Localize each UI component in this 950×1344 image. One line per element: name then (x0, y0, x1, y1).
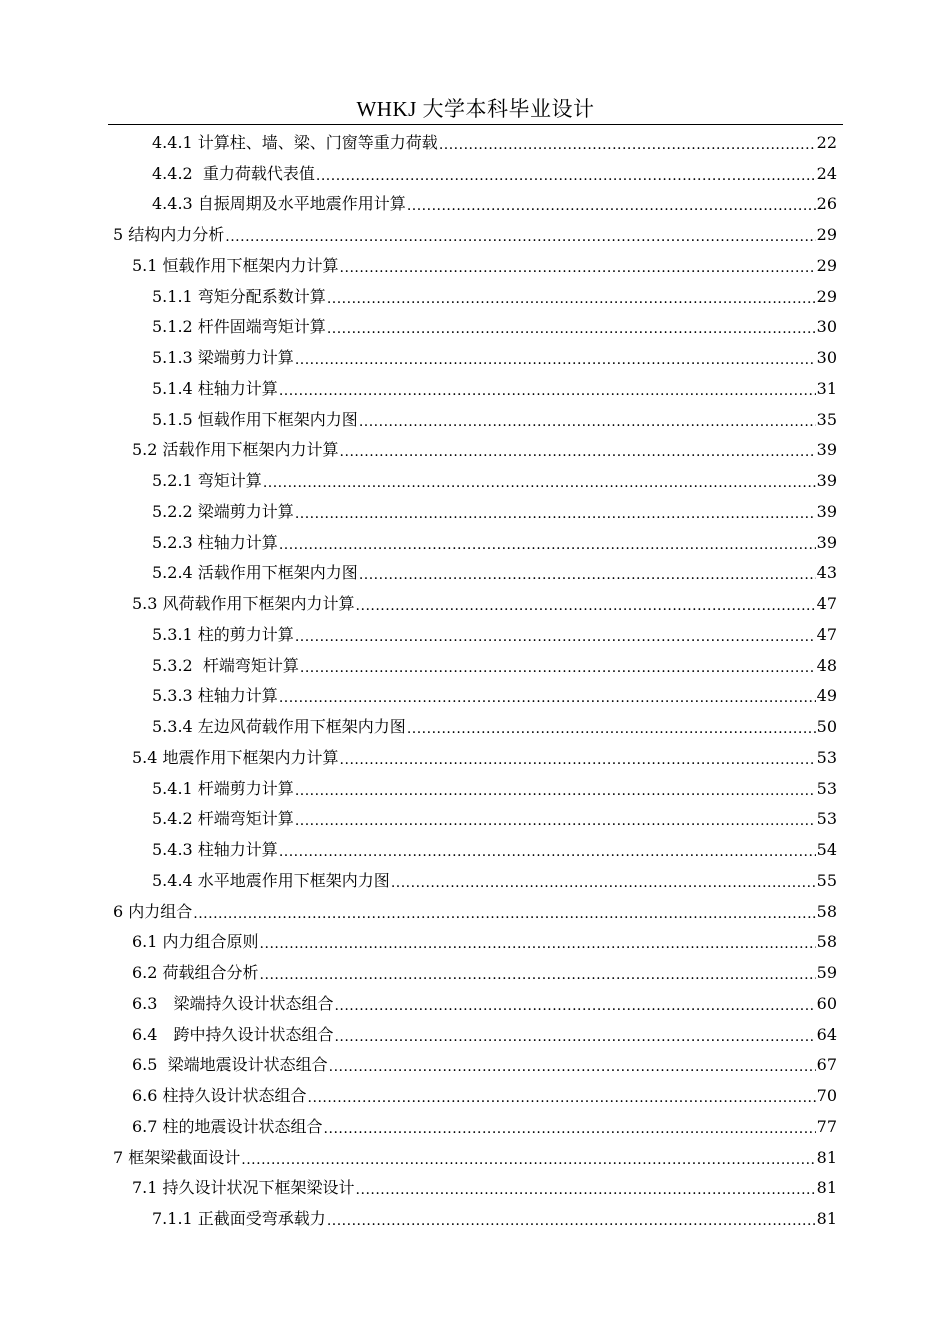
toc-dot-leader (340, 260, 816, 276)
toc-entry[interactable] (132, 1171, 837, 1202)
toc-entry-label: 4.4.3 自振周期及水平地震作用计算 (152, 194, 406, 214)
toc-entry-page-number: 54 (816, 840, 837, 859)
toc-dot-leader (295, 506, 816, 522)
toc-entry[interactable] (152, 863, 837, 894)
toc-entry-page-number: 59 (816, 963, 837, 982)
toc-entry-page-number: 49 (816, 686, 837, 706)
toc-dot-leader (324, 1121, 816, 1137)
toc-entry-label: 6.6 柱持久设计状态组合 (132, 1086, 307, 1105)
toc-entry-page-number: 31 (816, 378, 837, 398)
toc-entry-label: 5.1.4 柱轴力计算 (152, 378, 278, 398)
toc-entry-label: 4.4.2 重力荷载代表值 (152, 163, 315, 183)
toc-entry-page-number: 50 (816, 717, 837, 736)
toc-dot-leader (340, 752, 816, 768)
toc-dot-leader (439, 137, 816, 153)
toc-entry[interactable] (152, 679, 837, 710)
toc-entry-page-number: 35 (816, 409, 837, 429)
toc-entry-page-number: 39 (816, 471, 837, 490)
toc-dot-leader (340, 444, 816, 460)
toc-entry-page-number: 53 (816, 747, 837, 767)
toc-entry-label: 5.1.1 弯矩分配系数计算 (152, 286, 326, 306)
toc-dot-leader (359, 414, 816, 430)
toc-entry-label: 5.3.2 杆端弯矩计算 (152, 655, 299, 675)
toc-dot-leader (279, 844, 816, 860)
toc-dot-leader (316, 168, 816, 184)
toc-dot-leader (295, 629, 816, 645)
toc-entry-label: 6.7 柱的地震设计状态组合 (132, 1116, 323, 1136)
toc-entry-label: 6.5 梁端地震设计状态组合 (132, 1055, 328, 1075)
toc-entry[interactable] (152, 156, 837, 187)
toc-entry-label: 6.4 跨中持久设计状态组合 (132, 1024, 334, 1044)
toc-entry-page-number: 47 (816, 594, 837, 613)
toc-dot-leader (300, 660, 816, 676)
toc-entry-page-number: 81 (816, 1209, 837, 1228)
toc-dot-leader (356, 598, 816, 614)
toc-entry-page-number: 53 (816, 809, 837, 829)
toc-dot-leader (356, 1182, 816, 1198)
toc-entry-page-number: 81 (816, 1147, 837, 1167)
toc-entry[interactable] (132, 925, 837, 956)
toc-entry[interactable] (152, 310, 837, 341)
toc-entry[interactable] (152, 340, 837, 371)
toc-entry-page-number: 64 (816, 1024, 837, 1044)
toc-entry-label: 5.2.1 弯矩计算 (152, 471, 262, 490)
toc-entry-page-number: 39 (816, 532, 837, 552)
toc-entry-page-number: 39 (816, 440, 837, 460)
toc-entry[interactable] (152, 187, 837, 218)
toc-entry[interactable] (152, 648, 837, 679)
toc-entry-page-number: 43 (816, 563, 837, 583)
toc-entry[interactable] (152, 371, 837, 402)
toc-entry-page-number: 30 (816, 348, 837, 367)
header-title: WHKJ 大学本科毕业设计 (356, 97, 595, 121)
toc-dot-leader (263, 475, 816, 491)
toc-entry[interactable] (152, 402, 837, 433)
page-header (108, 95, 843, 125)
toc-entry[interactable] (152, 463, 837, 494)
toc-dot-leader (391, 875, 816, 891)
toc-entry[interactable] (152, 832, 837, 863)
toc-entry[interactable] (132, 586, 837, 617)
toc-dot-leader (260, 936, 816, 952)
toc-entry-page-number: 30 (816, 317, 837, 337)
toc-entry-label: 5.3 风荷载作用下框架内力计算 (132, 594, 355, 613)
toc-entry-label: 5.2.2 梁端剪力计算 (152, 501, 294, 521)
toc-dot-leader (279, 537, 816, 553)
toc-entry-label: 5 结构内力分析 (113, 225, 225, 244)
toc-entry-label: 5.2.4 活载作用下框架内力图 (152, 563, 358, 583)
toc-entry-page-number: 29 (816, 286, 837, 306)
toc-entry[interactable] (132, 1048, 837, 1079)
toc-entry-label: 5.3.3 柱轴力计算 (152, 686, 278, 706)
toc-entry-label: 5.1.3 梁端剪力计算 (152, 348, 294, 367)
toc-entry[interactable] (152, 617, 837, 648)
toc-entry-page-number: 81 (816, 1178, 837, 1198)
toc-entry-label: 6.1 内力组合原则 (132, 932, 259, 952)
toc-entry[interactable] (152, 125, 837, 156)
toc-entry-label: 5.3.1 柱的剪力计算 (152, 624, 294, 644)
toc-dot-leader (327, 321, 816, 337)
toc-entry-page-number: 58 (816, 901, 837, 921)
toc-entry-label: 6 内力组合 (113, 901, 193, 921)
toc-entry[interactable] (132, 955, 837, 986)
toc-entry-page-number: 24 (816, 163, 837, 183)
toc-entry[interactable] (152, 279, 837, 310)
toc-entry-page-number: 22 (816, 132, 837, 152)
toc-dot-leader (334, 998, 815, 1014)
toc-entry-label: 5.2 活载作用下框架内力计算 (132, 440, 339, 460)
toc-entry-label: 7 框架梁截面设计 (113, 1147, 241, 1167)
toc-entry[interactable] (113, 894, 837, 925)
toc-dot-leader (407, 198, 816, 214)
toc-entry-label: 5.4.4 水平地震作用下框架内力图 (152, 870, 390, 890)
toc-entry[interactable] (132, 248, 837, 279)
toc-dot-leader (295, 783, 816, 799)
toc-entry-page-number: 60 (816, 993, 837, 1013)
toc-entry[interactable] (152, 771, 837, 802)
toc-entry-page-number: 53 (816, 778, 837, 798)
toc-entry-label: 5.1.5 恒载作用下框架内力图 (152, 409, 358, 429)
toc-dot-leader (225, 229, 815, 245)
toc-dot-leader (407, 721, 816, 737)
toc-dot-leader (279, 383, 816, 399)
toc-entry[interactable] (132, 986, 837, 1017)
toc-entry[interactable] (132, 1078, 837, 1109)
toc-entry-page-number: 29 (816, 225, 837, 244)
toc-entry-page-number: 55 (816, 870, 837, 890)
toc-entry-page-number: 29 (816, 255, 837, 275)
toc-dot-leader (279, 690, 816, 706)
toc-entry-page-number: 39 (816, 501, 837, 521)
toc-entry[interactable] (113, 217, 837, 248)
toc-entry-label: 6.3 梁端持久设计状态组合 (132, 993, 334, 1013)
toc-dot-leader (327, 1213, 816, 1229)
toc-dot-leader (308, 1090, 816, 1106)
toc-entry[interactable] (152, 802, 837, 833)
toc-dot-leader (295, 813, 816, 829)
toc-entry-label: 5.4 地震作用下框架内力计算 (132, 747, 339, 767)
toc-entry-label: 5.4.1 杆端剪力计算 (152, 778, 294, 798)
toc-entry-label: 5.4.2 杆端弯矩计算 (152, 809, 294, 829)
toc-entry-page-number: 67 (816, 1055, 837, 1075)
toc-entry[interactable] (152, 525, 837, 556)
toc-entry[interactable] (132, 433, 837, 464)
toc-entry-label: 5.1.2 杆件固端弯矩计算 (152, 317, 326, 337)
toc-dot-leader (359, 567, 816, 583)
toc-entry-page-number: 77 (816, 1116, 837, 1136)
toc-dot-leader (329, 1059, 816, 1075)
toc-entry[interactable] (152, 494, 837, 525)
toc-entry-label: 6.2 荷载组合分析 (132, 963, 259, 982)
toc-dot-leader (327, 291, 816, 307)
toc-entry-page-number: 47 (816, 624, 837, 644)
toc-entry[interactable] (152, 556, 837, 587)
toc-dot-leader (193, 906, 815, 922)
toc-dot-leader (295, 352, 816, 368)
toc-entry-label: 7.1.1 正截面受弯承载力 (152, 1209, 326, 1228)
toc-entry-label: 5.4.3 柱轴力计算 (152, 840, 278, 859)
toc-entry-page-number: 48 (816, 655, 837, 675)
toc-entry-label: 4.4.1 计算柱、墙、梁、门窗等重力荷载 (152, 132, 438, 152)
toc-entry-label: 5.2.3 柱轴力计算 (152, 532, 278, 552)
toc-dot-leader (241, 1152, 815, 1168)
toc-entry[interactable] (152, 709, 837, 740)
toc-entry-page-number: 26 (816, 194, 837, 214)
toc-entry[interactable] (132, 740, 837, 771)
toc-entry-label: 7.1 持久设计状况下框架梁设计 (132, 1178, 355, 1198)
toc-dot-leader (334, 1029, 815, 1045)
toc-entry-page-number: 58 (816, 932, 837, 952)
toc-entry-page-number: 70 (816, 1086, 837, 1105)
toc-entry-label: 5.1 恒载作用下框架内力计算 (132, 255, 339, 275)
toc-entry[interactable] (132, 1109, 837, 1140)
toc-entry[interactable] (113, 1140, 837, 1171)
table-of-contents (0, 125, 950, 1232)
toc-entry-label: 5.3.4 左边风荷载作用下框架内力图 (152, 717, 406, 736)
toc-entry[interactable] (152, 1201, 837, 1232)
toc-entry[interactable] (132, 1017, 837, 1048)
toc-dot-leader (260, 967, 816, 983)
